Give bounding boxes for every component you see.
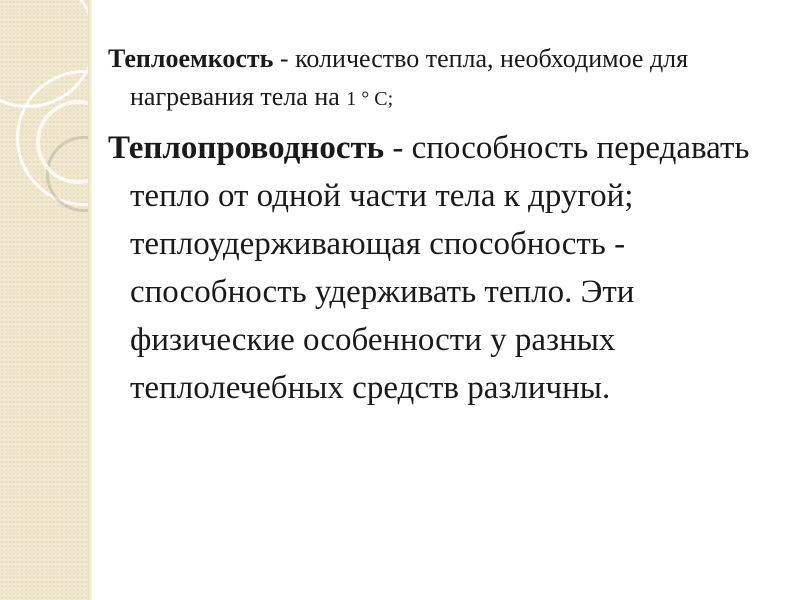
degree-value: 1 ° С; <box>346 88 394 110</box>
heat-capacity-term: Теплоемкость <box>108 44 274 73</box>
thermal-conductivity-paragraph <box>108 124 768 412</box>
thermal-conductivity-definition: - способность передавать тепло от одной части тела к другой; теплоудерживающая способность - способность удерживать тепло. Эти физические особенности у разных теплолечебных средств различны. <box>130 130 750 406</box>
band-edge <box>88 0 92 600</box>
thermal-conductivity-term: Теплопроводность <box>108 130 385 166</box>
decorative-side-band <box>0 0 88 600</box>
heat-capacity-paragraph <box>108 40 768 118</box>
heat-capacity-definition: - количество тепла, необходимое для нагревания тела на <box>130 44 689 111</box>
slide-content <box>108 40 768 412</box>
